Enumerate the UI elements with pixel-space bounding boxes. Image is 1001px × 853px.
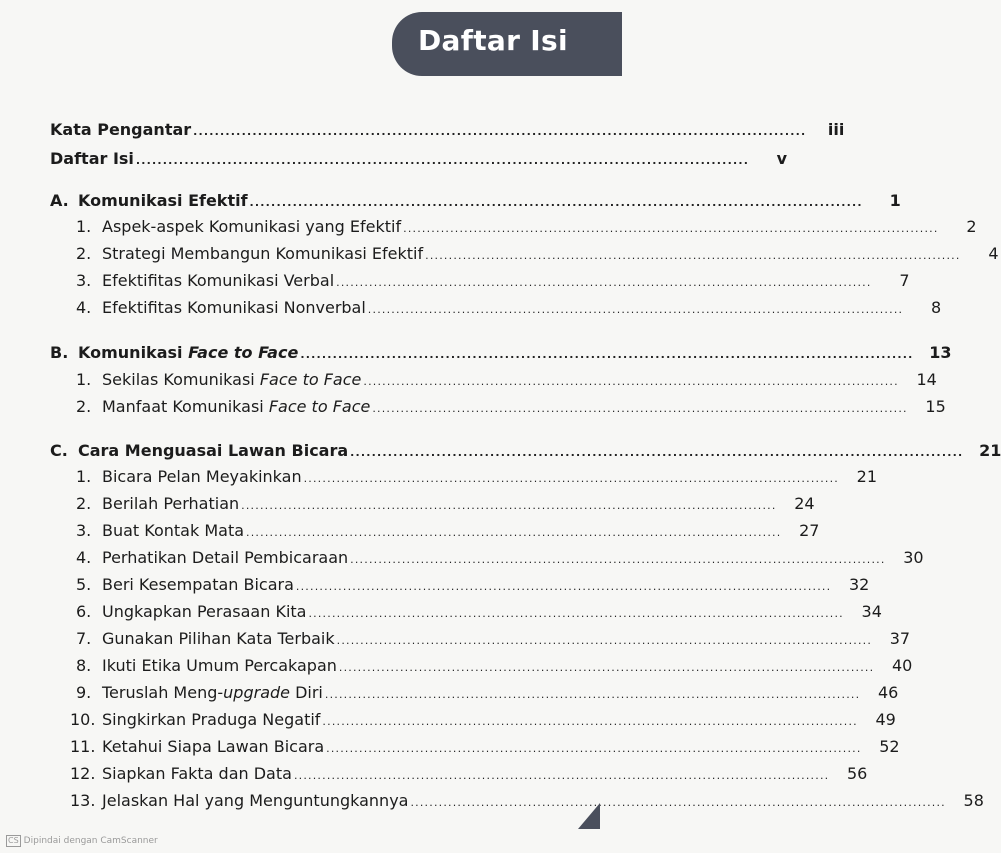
toc-item-title: Manfaat Komunikasi Face to Face <box>102 397 371 416</box>
dot-leader: .................................................................................................................. <box>246 526 782 539</box>
toc-item-title: Perhatikan Detail Pembicaraan <box>102 548 349 567</box>
toc-item[interactable]: 1. Aspek-aspek Komunikasi yang Efektif .................................................................................................................. 2 <box>76 217 977 236</box>
toc-item-title: Berilah Perhatian <box>102 494 240 513</box>
dot-leader: .................................................................................................................. <box>300 348 914 361</box>
toc-item[interactable]: 4. Efektifitas Komunikasi Nonverbal .................................................................................................................. 8 <box>76 298 942 317</box>
toc-section-c[interactable] <box>0 441 1001 460</box>
toc-item[interactable]: 11. Ketahui Siapa Lawan Bicara .................................................................................................................. 52 <box>70 737 900 756</box>
toc-item[interactable]: 12. Siapkan Fakta dan Data .................................................................................................................. 56 <box>70 764 868 783</box>
toc-item-title: Efektifitas Komunikasi Nonverbal <box>102 298 366 317</box>
camscanner-logo-icon: CS <box>8 836 19 845</box>
toc-item-page: 52 <box>879 737 900 756</box>
toc-item[interactable]: 5. Beri Kesempatan Bicara .................................................................................................................. 32 <box>76 575 870 594</box>
toc-item-page: 4 <box>988 244 999 263</box>
toc-item-page: 40 <box>891 656 913 675</box>
toc-item-title: Sekilas Komunikasi Face to Face <box>102 370 362 389</box>
toc-item-title: Ketahui Siapa Lawan Bicara <box>102 737 325 756</box>
toc-item-page: 30 <box>903 548 924 567</box>
chapter-header-tab <box>392 12 622 76</box>
toc-item-page: 15 <box>925 397 946 416</box>
page-title: Daftar Isi <box>418 24 568 57</box>
toc-item-page: 2 <box>966 217 977 236</box>
toc-item[interactable]: 1. Bicara Pelan Meyakinkan .................................................................................................................. 21 <box>76 467 878 486</box>
toc-item-title: Beri Kesempatan Bicara <box>102 575 294 594</box>
toc-item-page: 27 <box>799 521 820 540</box>
toc-item-title: Teruslah Meng-upgrade Diri <box>102 683 323 702</box>
dot-leader: .................................................................................................................. <box>350 553 886 566</box>
toc-item-title: Bicara Pelan Meyakinkan <box>102 467 302 486</box>
toc-item[interactable]: 6. Ungkapkan Perasaan Kita .................................................................................................................. 34 <box>76 602 882 621</box>
toc-entry-page: v <box>776 149 788 168</box>
toc-item[interactable]: 2. Berilah Perhatian .................................................................................................................. 24 <box>76 494 815 513</box>
dot-leader: .................................................................................................................. <box>293 769 830 782</box>
dot-leader: .................................................................................................................. <box>324 688 861 701</box>
section-letter: C. <box>50 441 68 460</box>
toc-item[interactable]: 9. Teruslah Meng-upgrade Diri .................................................................................................................. 46 <box>76 683 899 702</box>
toc-item-page: 37 <box>889 629 911 648</box>
dot-leader: .................................................................................................................. <box>249 196 863 209</box>
toc-entry-daftar-isi[interactable] <box>0 149 788 168</box>
toc-item[interactable]: 3. Buat Kontak Mata .................................................................................................................. 27 <box>76 521 820 540</box>
toc-item-title: Strategi Membangun Komunikasi Efektif <box>102 244 424 263</box>
toc-item-page: 56 <box>847 764 868 783</box>
corner-decoration <box>578 803 600 829</box>
section-page: 13 <box>929 343 952 362</box>
toc-item-title: Jelaskan Hal yang Menguntungkannya <box>102 791 409 810</box>
dot-leader: .................................................................................................................. <box>322 715 858 728</box>
toc-item-title: Gunakan Pilihan Kata Terbaik <box>102 629 335 648</box>
dot-leader: .................................................................................................................. <box>326 742 862 755</box>
toc-entry-title: Daftar Isi <box>50 149 134 168</box>
toc-item[interactable]: 2. Strategi Membangun Komunikasi Efektif .................................................................................................................. 4 <box>76 244 999 263</box>
dot-leader: .................................................................................................................. <box>363 375 899 388</box>
toc-item-page: 46 <box>877 683 899 702</box>
dot-leader: .................................................................................................................. <box>308 607 844 620</box>
toc-item-page: 49 <box>875 710 896 729</box>
dot-leader: .................................................................................................................. <box>367 303 904 316</box>
toc-item-page: 21 <box>856 467 878 486</box>
dot-leader: .................................................................................................................. <box>193 125 807 138</box>
toc-item-page: 32 <box>848 575 870 594</box>
toc-item[interactable]: 13. Jelaskan Hal yang Menguntungkannya .................................................................................................................. 58 <box>70 791 984 810</box>
section-title: Komunikasi Efektif <box>78 191 248 210</box>
dot-leader: .................................................................................................................. <box>350 446 964 459</box>
toc-item[interactable]: 4. Perhatikan Detail Pembicaraan .................................................................................................................. 30 <box>76 548 924 567</box>
toc-entry-title: Kata Pengantar <box>50 120 192 139</box>
toc-item-title: Efektifitas Komunikasi Verbal <box>102 271 335 290</box>
dot-leader: .................................................................................................................. <box>338 661 875 674</box>
toc-item[interactable]: 7. Gunakan Pilihan Kata Terbaik .................................................................................................................. 37 <box>76 629 911 648</box>
toc-item[interactable]: 10. Singkirkan Praduga Negatif .................................................................................................................. 49 <box>70 710 896 729</box>
section-letter: A. <box>50 191 69 210</box>
toc-item-page: 24 <box>794 494 815 513</box>
toc-item-title: Singkirkan Praduga Negatif <box>102 710 321 729</box>
toc-entry-kata-pengantar[interactable] <box>0 120 845 139</box>
toc-entry-page: iii <box>827 120 845 139</box>
toc-item-page: 8 <box>931 298 942 317</box>
section-title: Komunikasi Face to Face <box>78 343 299 362</box>
dot-leader: .................................................................................................................. <box>410 796 946 809</box>
toc-item-title: Ikuti Etika Umum Percakapan <box>102 656 337 675</box>
section-letter: B. <box>50 343 69 362</box>
toc-item[interactable]: 3. Efektifitas Komunikasi Verbal .................................................................................................................. 7 <box>76 271 910 290</box>
toc-item-title: Aspek-aspek Komunikasi yang Efektif <box>102 217 402 236</box>
toc-item[interactable]: 1. Sekilas Komunikasi Face to Face .................................................................................................................. 14 <box>76 370 937 389</box>
dot-leader: .................................................................................................................. <box>372 402 908 415</box>
section-page: 21 <box>979 441 1001 460</box>
dot-leader: .................................................................................................................. <box>241 499 777 512</box>
toc-item-page: 58 <box>963 791 984 810</box>
toc-item-title: Buat Kontak Mata <box>102 521 245 540</box>
toc-item-page: 7 <box>899 271 910 290</box>
dot-leader: .................................................................................................................. <box>336 634 873 647</box>
dot-leader: .................................................................................................................. <box>403 222 939 235</box>
dot-leader: .................................................................................................................. <box>295 580 832 593</box>
dot-leader: .................................................................................................................. <box>425 249 961 262</box>
toc-item-title: Ungkapkan Perasaan Kita <box>102 602 307 621</box>
section-title: Cara Menguasai Lawan Bicara <box>78 441 349 460</box>
section-page: 1 <box>889 191 901 210</box>
toc-item[interactable]: 8. Ikuti Etika Umum Percakapan .................................................................................................................. 40 <box>76 656 913 675</box>
dot-leader: .................................................................................................................. <box>303 472 840 485</box>
dot-leader: .................................................................................................................. <box>135 154 750 167</box>
toc-item-page: 14 <box>916 370 937 389</box>
dot-leader: .................................................................................................................. <box>336 276 872 289</box>
toc-item-title: Siapkan Fakta dan Data <box>102 764 292 783</box>
scanner-watermark <box>6 835 158 847</box>
toc-item[interactable]: 2. Manfaat Komunikasi Face to Face .................................................................................................................. 15 <box>76 397 946 416</box>
toc-item-page: 34 <box>861 602 882 621</box>
scanner-watermark-text: Dipindai dengan CamScanner <box>23 836 158 846</box>
toc-section-a[interactable] <box>0 191 901 210</box>
toc-section-b[interactable] <box>0 343 952 362</box>
